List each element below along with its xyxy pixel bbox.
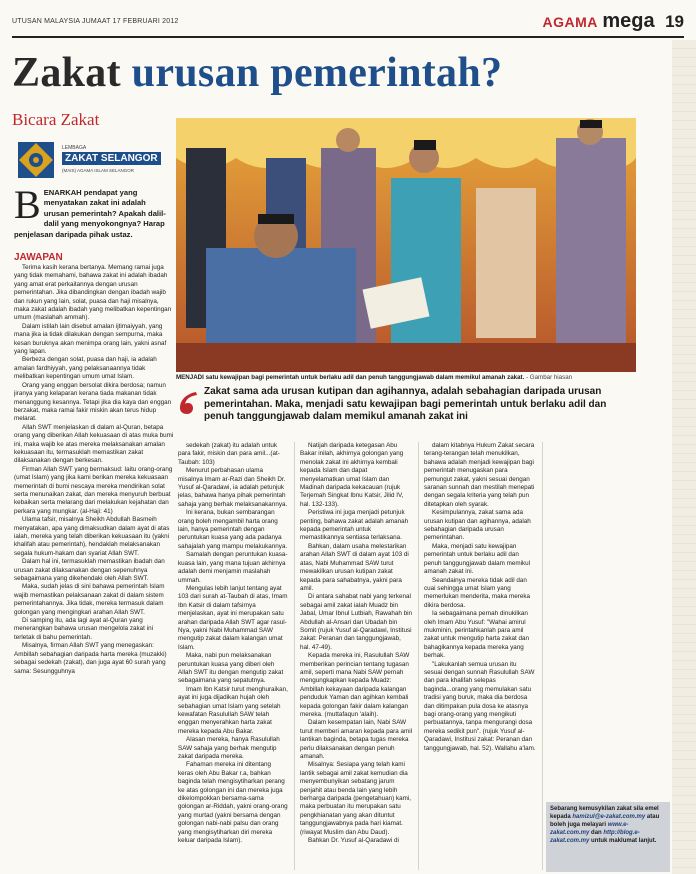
paragraph: Fahaman mereka ini ditentang keras oleh Abu Bakar r.a, bahkan baginda telah mengisytiharkan perang ke atas golongan ini dan mereka juga dikelompokkan bersama-sama golongan ar-Riddah, yakni orang-orang yang murtad (yakni bersama dengan golongan nabi-nabi palsu dan orang yang mengisytiharkan diri mereka keluar daripada Islam). [178, 761, 288, 845]
article-column-2 [178, 442, 288, 872]
paragraph: Misalnya, firman Allah SWT yang menegaskan: Ambillah sebahagian daripada harta mereka (muzakki) sebagai sedekah (zakat), dan juga ayat 60 surah yang sama: Sesungguhnya [14, 642, 167, 675]
zakat-selangor-logo [16, 140, 156, 182]
paragraph: Berbeza dengan solat, puasa dan haji, ia adalah amalan fardhiyyah, yang pelaksanaannya tidak melibatkan kepentingan umum umat Islam. [14, 356, 157, 381]
contact-mid: atau boleh juga melayari [550, 814, 660, 828]
paragraph: Seandainya mereka tidak adil dan cuai sehingga umat Islam yang memerlukan menderita, maka mereka dikira berdosa. [424, 576, 531, 609]
contact-box [546, 802, 670, 872]
page-number: 19 [665, 12, 684, 31]
paragraph: Maka, sudah jelas di sini bahawa pemerintah Islam wajib memastikan pelaksanaan zakat di dalam sistem pemerintahannya. Jika tidak, mereka termasuk dalam golongan yang mengingkari arahan Allah SWT. [14, 583, 165, 616]
contact-intro: Sebarang kemusykilan zakat sila emel kepada [550, 806, 659, 820]
section-agama: AGAMA [542, 14, 598, 30]
article-column-3 [300, 442, 412, 872]
contact-blog-link[interactable]: http://blog.e-zakat.com.my [550, 830, 640, 844]
paragraph: Allah SWT menjelaskan di dalam al-Quran, betapa orang yang diberikan Allah kekuasaan di atas muka bumi ini, maka wajib ke atas mereka melaksanakan amalan kekuasaan itu, termasuklah memastikan zakat dilaksanakan dengan berkesan. [14, 423, 174, 465]
pull-quote [176, 386, 636, 438]
logo-line-3: (MAIS) AGAMA ISLAM SELANGOR [62, 168, 135, 173]
paragraph: Dalam kesempatan lain, Nabi SAW turut memberi amaran kepada para amil lantikan baginda, betapa tugas mereka perlu dilaksanakan dengan penuh amanah. [300, 719, 412, 761]
contact-mid2: dan [589, 830, 604, 836]
question-dropcap: B [14, 182, 41, 227]
column-divider [294, 442, 295, 870]
paragraph: Maka, menjadi satu kewajipan pemerintah untuk berlaku adil dan penuh tanggungjawab dalam memikul amanah zakat ini. [424, 542, 531, 576]
paragraph: dalam kitabnya Hukum Zakat secara terang-terangan telah menukilkan, bahawa adalah menjadi kewajipan bagi pemerintah menugaskan para pemungut zakat, yakni sesuai dengan saranan sunnah dan mestilah menepati dengan segala kriteria yang telah pun ditetapkan oleh syarak. [424, 442, 535, 508]
paragraph: Ulama tafsir, misalnya Sheikh Abdullah Basmeih menyatakan, apa yang dimaksudkan dalam ayat di atas ialah, mereka yang telah diberikan kekuasaan itu (yakni khalifah atau pemerintah), hendaklah melaksanakan segala hukum-hakam dan syariat Allah SWT. [14, 516, 170, 557]
paragraph: Dalam hal ini, termasuklah memastikan ibadah dan urusan zakat dilaksanakan dengan sepenuhnya sebagaimana yang dikehendaki oleh Allah SWT. [14, 558, 165, 583]
column-divider [542, 442, 543, 870]
paragraph: Imam Ibn Katsir turut menghuraikan, ayat ini juga dijadikan hujah oleh sebahagian umat Islam yang setelah kewafatan Rasulullah SAW telah enggan menyerahkan harta zakat mereka kepada Abu Bakar. [178, 685, 288, 735]
logo-line-2: ZAKAT SELANGOR [62, 152, 161, 165]
news-photo [176, 118, 636, 372]
paragraph: Terima kasih kerana bertanya. Memang ramai juga yang tidak memahami, bahawa zakat ini adalah ibadah yang amat erat perkaitannya dengan urusan pemerintahan. Jika dibandingkan dengan ibadah wajib dan rukun yang lain, solat, puasa dan haji misalnya, maka zakat adalah ibadah yang melibatkan kepentingan umum (maslahah ammah). [14, 264, 172, 322]
paragraph: Menurut perbahasan ulama misalnya Imam ar-Razi dan Sheikh Dr. Yusuf al-Qaradawi, ia adalah petunjuk jelas, bahawa hanya pihak pemerintah sahaja yang berhak melaksanakannya. [178, 467, 288, 508]
ceremony-photo-illustration [176, 118, 636, 372]
paragraph: Orang yang enggan bersolat dikira berdosa; namun jiranya yang kelaparan kerana tiada makanan tidak menanggung kesannya. Tetapi jika dia kaya dan enggan berzakat, maka ramai fakir miskin akan terus hidup melarat. [14, 381, 172, 423]
paragraph: Kepada mereka ini, Rasulullah SAW memberikan perincian tentang tugasan amil, seperti mana Nabi SAW pernah mengungkapkan kepada Muadz: Ambillah kekayaan daripada kalangan penduduk Yaman dan agihkan kembali kepada golongan fakir dalam kalangan mereka. (muttafaqun 'alaih). [300, 652, 410, 718]
paragraph: Kesimpulannya, zakat sama ada urusan kutipan dan agihannya, adalah sebahagian daripada urusan pemerintahan. [424, 509, 531, 542]
paragraph: Ia sebagaimana pernah dinukilkan oleh Imam Abu Yusuf: "Wahai amirul mukminin, perintahkanlah para amil zakat untuk mengutip harta zakat dan bahagikannya kepada mereka yang berhak. [424, 610, 530, 660]
quote-mark-icon [176, 390, 202, 416]
logo-line-1: LEMBAGA [62, 145, 87, 151]
headline [12, 52, 502, 94]
paragraph: Dalam istilah lain disebut amalan ijtimaiyyah, yang mana jika ia tidak dilakukan dengan sempurna, maka kesan buruknya akan menimpa orang lain, yakni asnaf yang lapan. [14, 322, 167, 356]
emblem-icon [16, 140, 56, 180]
caption-text: MENJADI satu kewajipan bagi pemerintah untuk berlaku adil dan penuh tanggungjawab dalam memikul amanah zakat. [176, 374, 525, 381]
paragraph: Misalnya: Sesiapa yang telah kami lantik sebagai amil zakat kemudian dia menyembunyikan sebatang jarum penjahit atau benda lain yang lebih berharga daripada (pengetahuan) kami, maka perbuatan itu merupakan satu pengkhianatan yang akan dituntut tanggungjawabnya pada hari kiamat. (riwayat Muslim dan Abu Daud). [300, 761, 411, 836]
contact-outro: untuk maklumat lanjut. [589, 838, 657, 844]
paragraph: Firman Allah SWT yang bermaksud: Iaitu orang-orang (umat Islam) yang jika kami berikan mereka kekuasaan memerintah di bumi nescaya mereka mendirikan solat serta menunaikan zakat, dan mereka menyuruh berbuat kebaikan serta melarang dari melakukan kejahatan dan perkara yang mungkar. (al-Haji: 41) [14, 465, 173, 515]
paragraph: Samalah dengan peruntukan kuasa-kuasa lain, yang mana tujuan akhirnya adalah demi menjamin maslahah ummah. [178, 551, 288, 584]
paragraph: Mengulas lebih lanjut tentang ayat 103 dari surah at-Taubah di atas, Imam Ibn Katsir di dalam tafsirnya menjelaskan, ayat ini merupakan satu arahan daripada Allah SWT agar rasul-Nya, yakni Nabi Muhammad SAW mengutip zakat dalam kalangan umat Islam. [178, 584, 288, 651]
question-text: ENARKAH pendapat yang menyatakan zakat ini adalah urusan pemerintah? Apakah dalil-dalil yang menyokongnya? Harap penjelasan daripada pihak ustaz. [14, 188, 166, 239]
contact-website-link[interactable]: www.e-zakat.com.my [550, 822, 629, 836]
paragraph: Alasan mereka, hanya Rasulullah SAW sahaja yang berhak mengutip zakat daripada mereka. [178, 736, 280, 761]
paragraph: Bahkan Dr. Yusuf al-Qaradawi di [308, 837, 399, 845]
paragraph: sedekah (zakat) itu adalah untuk para fakir, miskin dan para amil...(at-Taubah: 103) [178, 442, 280, 466]
pull-quote-text: Zakat sama ada urusan kutipan dan agihannya, adalah sebahagian daripada urusan pemerintahan. Maka, menjadi satu kewajipan bagi pemerintah untuk berlaku adil dan penuh tanggungjawab dalam memikul amanah zakat ini [204, 386, 607, 423]
contact-email-link[interactable]: hamizul@e-zakat.com.my [572, 814, 646, 820]
paragraph: Ini kerana, bukan sembarangan orang boleh mengambil harta orang lain, hanya pemerintah dengan peruntukan kuasa yang ada padanya sahajalah yang mampu melakukannya. [178, 509, 288, 550]
section-mega: mega [602, 10, 655, 32]
column-divider [418, 442, 419, 870]
caption-credit: - Gambar hiasan [524, 374, 573, 381]
photo-caption [176, 374, 636, 381]
article-column-1 [14, 264, 174, 872]
article-column-4 [424, 442, 536, 872]
header-rule [12, 36, 684, 38]
headline-part1: Zakat [12, 50, 132, 96]
answer-heading: JAWAPAN [14, 252, 63, 263]
paragraph: Natijah daripada ketegasan Abu Bakar inilah, akhirnya golongan yang menolak zakat ini akhirnya kembali kepada Islam dan dapat menyelamatkan umat Islam dan Madinah daripada kekacauan (rujuk Terjemah Singkat Ibnu Katsir, Jilid IV, hal. 132-133). [300, 442, 404, 508]
adjacent-page-strip [672, 40, 696, 874]
column-name: Bicara Zakat [12, 110, 100, 129]
paragraph: Di antara sahabat nabi yang terkenal sebagai amil zakat ialah Muadz bin Jabal, Umar Ibnul Lutbiah, Rawahah bin Abdullah al-Ansari dan Ubadah bin Somit (rujuk Yusuf al-Qaradawi, Institusi zakat: Peranan dan tanggungjawab, hal. 47-49). [300, 593, 412, 651]
paragraph: "Lakukanlah semua urusan itu sesuai dengan sunnah Rasulullah SAW dan para khalifah selepas baginda...orang yang memulakan satu tradisi yang buruk, maka dia berdosa dan ditimpakan pula dosa ke atasnya bagi orang-orang yang mengikuti perbuatannya, tanpa mengurangi dosa mereka sedikit pun". (rujuk Yusuf al-Qaradawi, Institusi zakat: Peranan dan tanggungjawab, hal. 52). Wallahu a'lam. [424, 660, 536, 752]
paragraph: Di samping itu, ada lagi ayat al-Quran yang menerangkan bahawa urusan mengelola zakat ini terletak di bahu pemerintah. [14, 617, 153, 641]
paragraph: Bahkan, dalam usaha melestarikan arahan Allah SWT di dalam ayat 103 di atas, Nabi Muhammad SAW turut mewakilkan urusan kutipan zakat kepada para sahabatnya, yakni para amil. [300, 542, 409, 592]
headline-part2: urusan pemerintah? [131, 50, 503, 96]
paragraph: Peristiwa ini juga menjadi petunjuk penting, bahawa zakat adalah amanah kepada pemerintah untuk memastikannya sentiasa terlaksana. [300, 509, 409, 542]
publication-date: UTUSAN MALAYSIA JUMAAT 17 FEBRUARI 2012 [12, 18, 179, 25]
paragraph: Maka, nabi pun melaksanakan peruntukan kuasa yang diberi oleh Allah SWT itu dengan mengutip zakat sebagaimana yang sepatutnya. [178, 652, 284, 685]
reader-question [14, 182, 172, 240]
page-header [12, 10, 684, 34]
section-label [543, 10, 684, 33]
